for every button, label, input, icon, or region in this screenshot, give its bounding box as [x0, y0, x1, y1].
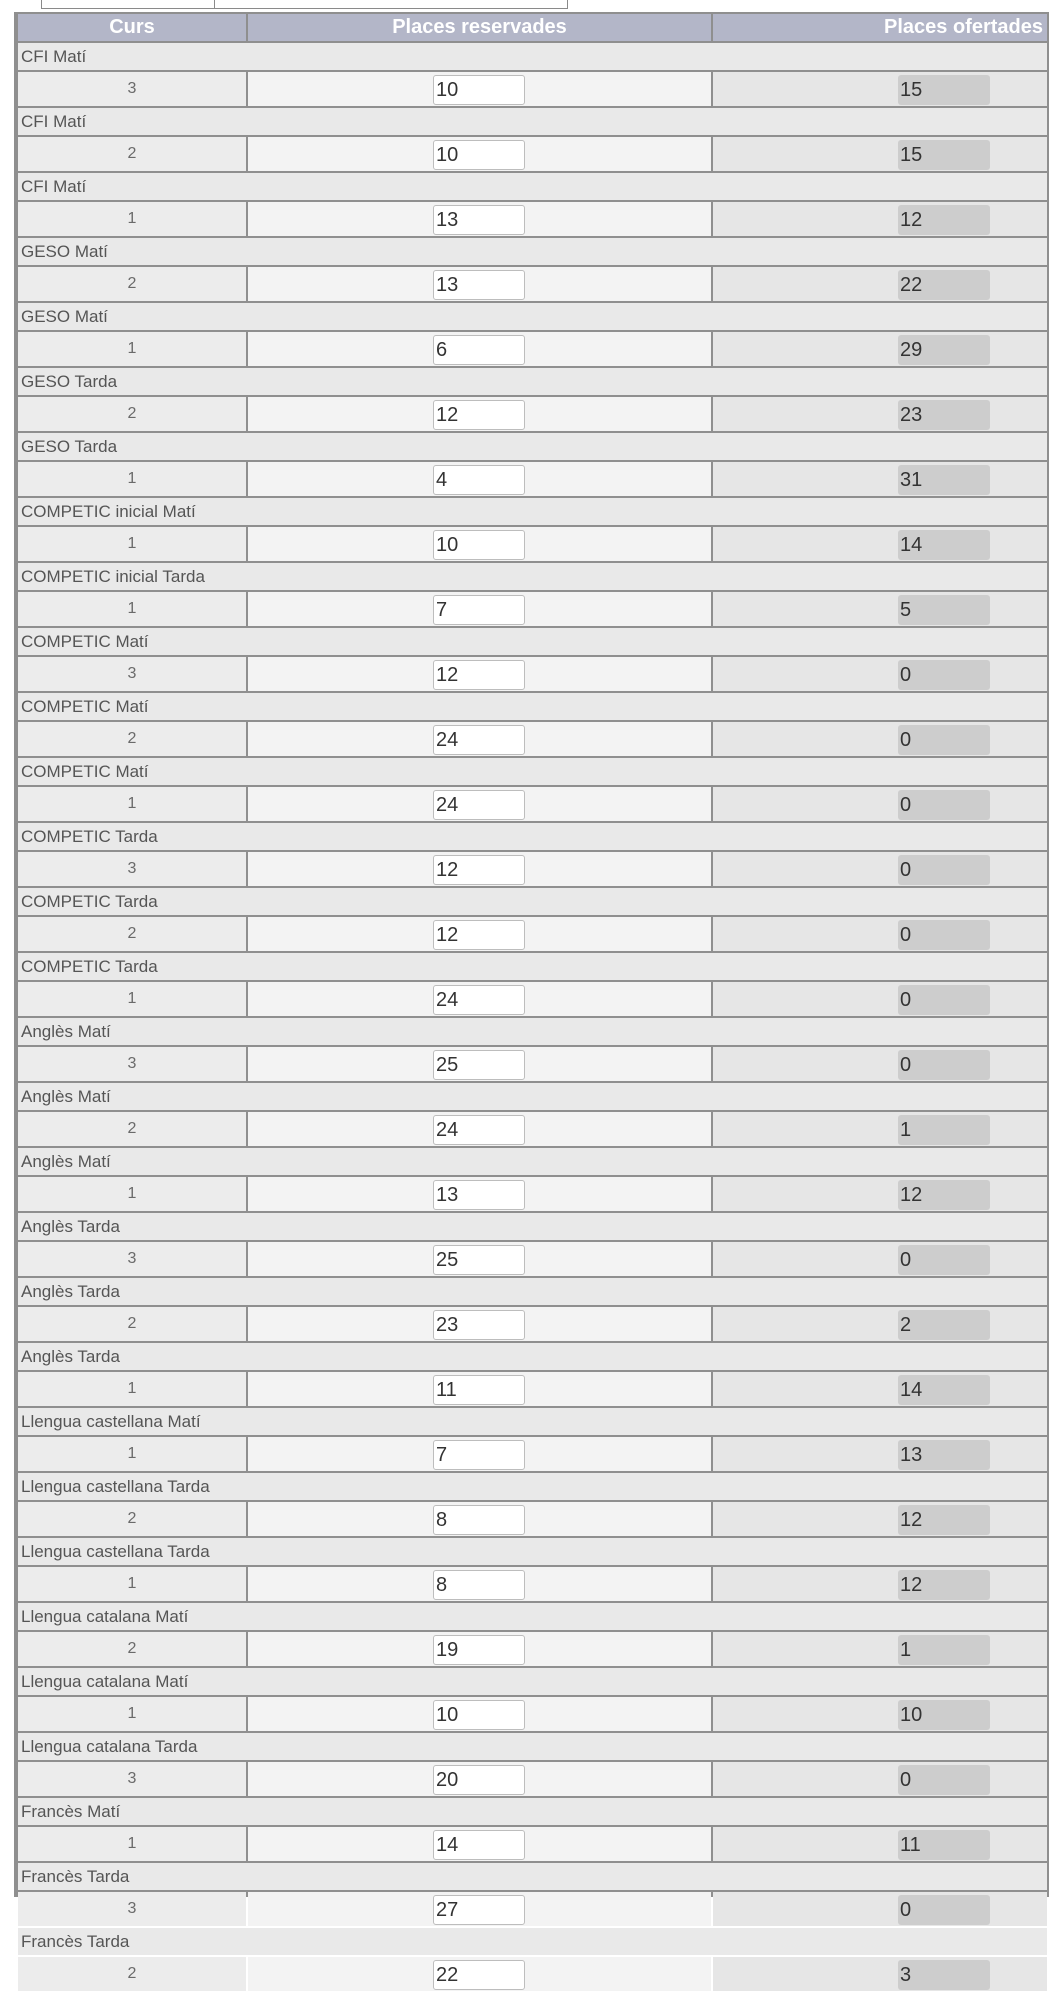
- places-reservades-input[interactable]: [433, 855, 525, 885]
- places-reservades-input[interactable]: [433, 530, 525, 560]
- table-row: [18, 1957, 1047, 1991]
- table-row: [18, 137, 1047, 171]
- places-table-container: [14, 12, 1049, 1982]
- places-reservades-cell: [248, 267, 711, 301]
- curs-value: 1: [18, 1177, 246, 1211]
- places-ofertades-cell: [713, 397, 1047, 431]
- places-ofertades-cell: [713, 657, 1047, 691]
- places-reservades-cell: [248, 1307, 711, 1341]
- course-name: Anglès Tarda: [18, 1213, 1047, 1240]
- header-curs: Curs: [18, 14, 246, 41]
- curs-value: 2: [18, 397, 246, 431]
- curs-value: 1: [18, 1567, 246, 1601]
- course-name-row: [18, 1928, 1047, 1955]
- places-reservades-cell: [248, 852, 711, 886]
- places-reservades-cell: [248, 787, 711, 821]
- table-row: [18, 202, 1047, 236]
- course-name: Llengua castellana Matí: [18, 1408, 1047, 1435]
- places-reservades-input[interactable]: [433, 465, 525, 495]
- course-name: COMPETIC Matí: [18, 628, 1047, 655]
- course-name-row: [18, 43, 1047, 70]
- table-row: [18, 722, 1047, 756]
- header-places-reservades: Places reservades: [248, 14, 711, 41]
- table-row: [18, 1892, 1047, 1926]
- places-ofertades-cell: [713, 982, 1047, 1016]
- header-places-ofertades: Places ofertades: [713, 14, 1047, 41]
- table-row: [18, 1372, 1047, 1406]
- course-name-row: [18, 303, 1047, 330]
- course-name: COMPETIC Tarda: [18, 823, 1047, 850]
- places-reservades-input[interactable]: [433, 270, 525, 300]
- course-name-row: [18, 173, 1047, 200]
- places-reservades-cell: [248, 1502, 711, 1536]
- places-ofertades-field: [898, 270, 990, 300]
- places-reservades-input[interactable]: [433, 1375, 525, 1405]
- course-name-row: [18, 1473, 1047, 1500]
- table-row: [18, 527, 1047, 561]
- places-reservades-input[interactable]: [433, 1635, 525, 1665]
- places-reservades-cell: [248, 592, 711, 626]
- course-name-row: [18, 1343, 1047, 1370]
- course-name-row: [18, 563, 1047, 590]
- curs-value: 2: [18, 722, 246, 756]
- places-reservades-cell: [248, 1112, 711, 1146]
- course-name: GESO Tarda: [18, 433, 1047, 460]
- course-name-row: [18, 823, 1047, 850]
- places-reservades-cell: [248, 1957, 711, 1991]
- table-row: [18, 397, 1047, 431]
- places-reservades-cell: [248, 332, 711, 366]
- places-reservades-cell: [248, 1372, 711, 1406]
- course-name-row: [18, 1733, 1047, 1760]
- table-row: [18, 1567, 1047, 1601]
- course-name: CFI Matí: [18, 108, 1047, 135]
- places-ofertades-field: [898, 595, 990, 625]
- places-ofertades-cell: [713, 72, 1047, 106]
- places-reservades-input[interactable]: [433, 1570, 525, 1600]
- course-name: COMPETIC Tarda: [18, 888, 1047, 915]
- course-name: Llengua castellana Tarda: [18, 1538, 1047, 1565]
- places-ofertades-field: [898, 1050, 990, 1080]
- places-ofertades-field: [898, 465, 990, 495]
- places-ofertades-cell: [713, 852, 1047, 886]
- places-ofertades-cell: [713, 722, 1047, 756]
- places-ofertades-cell: [713, 1892, 1047, 1926]
- table-body: [18, 43, 1047, 1991]
- course-name-row: [18, 1408, 1047, 1435]
- curs-value: 2: [18, 1957, 246, 1991]
- course-name-row: [18, 1668, 1047, 1695]
- course-name-row: [18, 1798, 1047, 1825]
- places-reservades-input[interactable]: [433, 1895, 525, 1925]
- course-name-row: [18, 1538, 1047, 1565]
- curs-value: 2: [18, 1632, 246, 1666]
- places-reservades-input[interactable]: [433, 1310, 525, 1340]
- places-reservades-input[interactable]: [433, 335, 525, 365]
- places-reservades-input[interactable]: [433, 1830, 525, 1860]
- places-reservades-cell: [248, 397, 711, 431]
- previous-table-edge: [41, 0, 568, 9]
- curs-value: 3: [18, 1762, 246, 1796]
- places-reservades-input[interactable]: [433, 1050, 525, 1080]
- table-row: [18, 852, 1047, 886]
- places-reservades-cell: [248, 137, 711, 171]
- curs-value: 2: [18, 1502, 246, 1536]
- header-row: [18, 14, 1047, 41]
- curs-value: 3: [18, 1892, 246, 1926]
- places-ofertades-cell: [713, 1242, 1047, 1276]
- places-ofertades-cell: [713, 462, 1047, 496]
- places-ofertades-cell: [713, 1112, 1047, 1146]
- places-reservades-cell: [248, 1567, 711, 1601]
- course-name: Anglès Matí: [18, 1148, 1047, 1175]
- places-ofertades-field: [898, 335, 990, 365]
- table-row: [18, 1632, 1047, 1666]
- places-reservades-cell: [248, 527, 711, 561]
- places-reservades-input[interactable]: [433, 1440, 525, 1470]
- places-ofertades-field: [898, 1960, 990, 1990]
- places-reservades-input[interactable]: [433, 1960, 525, 1990]
- places-ofertades-cell: [713, 1047, 1047, 1081]
- places-reservades-input[interactable]: [433, 595, 525, 625]
- course-name: COMPETIC inicial Matí: [18, 498, 1047, 525]
- curs-value: 1: [18, 1372, 246, 1406]
- places-reservades-cell: [248, 722, 711, 756]
- places-reservades-input[interactable]: [433, 1700, 525, 1730]
- places-reservades-cell: [248, 1697, 711, 1731]
- places-ofertades-field: [898, 400, 990, 430]
- course-name: Llengua catalana Matí: [18, 1603, 1047, 1630]
- course-name-row: [18, 1863, 1047, 1890]
- places-ofertades-field: [898, 1245, 990, 1275]
- curs-value: 3: [18, 657, 246, 691]
- places-reservades-input[interactable]: [433, 1765, 525, 1795]
- places-ofertades-cell: [713, 267, 1047, 301]
- table-row: [18, 1307, 1047, 1341]
- course-name-row: [18, 1603, 1047, 1630]
- table-row: [18, 1502, 1047, 1536]
- table-row: [18, 267, 1047, 301]
- curs-value: 3: [18, 1047, 246, 1081]
- places-ofertades-field: [898, 1570, 990, 1600]
- curs-value: 2: [18, 917, 246, 951]
- course-name: COMPETIC Matí: [18, 758, 1047, 785]
- places-ofertades-field: [898, 985, 990, 1015]
- places-ofertades-cell: [713, 1632, 1047, 1666]
- places-reservades-cell: [248, 72, 711, 106]
- places-ofertades-cell: [713, 787, 1047, 821]
- places-ofertades-field: [898, 725, 990, 755]
- places-ofertades-field: [898, 1765, 990, 1795]
- course-name-row: [18, 108, 1047, 135]
- places-ofertades-cell: [713, 592, 1047, 626]
- course-name: GESO Matí: [18, 238, 1047, 265]
- places-reservades-input[interactable]: [433, 205, 525, 235]
- course-name-row: [18, 1083, 1047, 1110]
- places-ofertades-field: [898, 1700, 990, 1730]
- places-reservades-input[interactable]: [433, 1245, 525, 1275]
- course-name: Francès Tarda: [18, 1863, 1047, 1890]
- places-ofertades-cell: [713, 1567, 1047, 1601]
- places-reservades-input[interactable]: [433, 790, 525, 820]
- places-ofertades-field: [898, 1505, 990, 1535]
- places-ofertades-cell: [713, 1307, 1047, 1341]
- curs-value: 2: [18, 1307, 246, 1341]
- places-table: [16, 12, 1049, 1993]
- course-name-row: [18, 888, 1047, 915]
- places-ofertades-cell: [713, 1762, 1047, 1796]
- course-name-row: [18, 758, 1047, 785]
- places-reservades-cell: [248, 1892, 711, 1926]
- places-reservades-cell: [248, 462, 711, 496]
- places-ofertades-field: [898, 855, 990, 885]
- places-ofertades-cell: [713, 202, 1047, 236]
- places-ofertades-field: [898, 920, 990, 950]
- places-ofertades-field: [898, 1375, 990, 1405]
- table-row: [18, 1047, 1047, 1081]
- places-ofertades-cell: [713, 1957, 1047, 1991]
- curs-value: 1: [18, 202, 246, 236]
- places-ofertades-cell: [713, 1177, 1047, 1211]
- curs-value: 1: [18, 1437, 246, 1471]
- places-reservades-cell: [248, 202, 711, 236]
- places-ofertades-field: [898, 530, 990, 560]
- course-name: Anglès Matí: [18, 1083, 1047, 1110]
- curs-value: 3: [18, 1242, 246, 1276]
- places-ofertades-field: [898, 1635, 990, 1665]
- places-reservades-cell: [248, 1632, 711, 1666]
- table-row: [18, 1242, 1047, 1276]
- places-reservades-input[interactable]: [433, 660, 525, 690]
- curs-value: 2: [18, 137, 246, 171]
- table-row: [18, 787, 1047, 821]
- curs-value: 1: [18, 462, 246, 496]
- places-ofertades-field: [898, 660, 990, 690]
- curs-value: 1: [18, 332, 246, 366]
- table-row: [18, 1697, 1047, 1731]
- course-name-row: [18, 1278, 1047, 1305]
- curs-value: 2: [18, 267, 246, 301]
- places-ofertades-cell: [713, 1372, 1047, 1406]
- places-reservades-cell: [248, 657, 711, 691]
- course-name: Llengua catalana Tarda: [18, 1733, 1047, 1760]
- places-ofertades-cell: [713, 1697, 1047, 1731]
- curs-value: 1: [18, 1827, 246, 1861]
- course-name: Llengua catalana Matí: [18, 1668, 1047, 1695]
- table-row: [18, 1177, 1047, 1211]
- curs-value: 3: [18, 852, 246, 886]
- course-name: COMPETIC inicial Tarda: [18, 563, 1047, 590]
- places-reservades-cell: [248, 1827, 711, 1861]
- places-ofertades-field: [898, 1440, 990, 1470]
- places-reservades-cell: [248, 1437, 711, 1471]
- table-row: [18, 1112, 1047, 1146]
- course-name-row: [18, 433, 1047, 460]
- table-row: [18, 917, 1047, 951]
- places-reservades-input[interactable]: [433, 75, 525, 105]
- table-row: [18, 72, 1047, 106]
- course-name: COMPETIC Tarda: [18, 953, 1047, 980]
- curs-value: 1: [18, 982, 246, 1016]
- course-name-row: [18, 1213, 1047, 1240]
- places-ofertades-cell: [713, 1827, 1047, 1861]
- places-ofertades-field: [898, 1180, 990, 1210]
- table-row: [18, 332, 1047, 366]
- course-name-row: [18, 693, 1047, 720]
- table-row: [18, 982, 1047, 1016]
- table-row: [18, 1437, 1047, 1471]
- places-ofertades-field: [898, 1895, 990, 1925]
- curs-value: 2: [18, 1112, 246, 1146]
- places-ofertades-cell: [713, 1437, 1047, 1471]
- course-name-row: [18, 1018, 1047, 1045]
- places-reservades-cell: [248, 1762, 711, 1796]
- course-name-row: [18, 238, 1047, 265]
- places-ofertades-field: [898, 140, 990, 170]
- course-name: Llengua castellana Tarda: [18, 1473, 1047, 1500]
- places-ofertades-field: [898, 1830, 990, 1860]
- course-name: COMPETIC Matí: [18, 693, 1047, 720]
- places-ofertades-cell: [713, 1502, 1047, 1536]
- places-ofertades-cell: [713, 527, 1047, 561]
- places-ofertades-cell: [713, 137, 1047, 171]
- places-ofertades-cell: [713, 332, 1047, 366]
- course-name-row: [18, 1148, 1047, 1175]
- places-reservades-cell: [248, 982, 711, 1016]
- course-name: GESO Tarda: [18, 368, 1047, 395]
- curs-value: 1: [18, 787, 246, 821]
- course-name: Francès Matí: [18, 1798, 1047, 1825]
- places-ofertades-field: [898, 1310, 990, 1340]
- table-row: [18, 462, 1047, 496]
- course-name-row: [18, 628, 1047, 655]
- curs-value: 3: [18, 72, 246, 106]
- table-row: [18, 1762, 1047, 1796]
- places-reservades-input[interactable]: [433, 1505, 525, 1535]
- places-reservades-input[interactable]: [433, 725, 525, 755]
- places-reservades-input[interactable]: [433, 400, 525, 430]
- places-reservades-input[interactable]: [433, 1115, 525, 1145]
- course-name: CFI Matí: [18, 173, 1047, 200]
- places-ofertades-field: [898, 205, 990, 235]
- course-name-row: [18, 498, 1047, 525]
- course-name: Anglès Tarda: [18, 1278, 1047, 1305]
- places-ofertades-field: [898, 75, 990, 105]
- places-reservades-cell: [248, 1177, 711, 1211]
- table-row: [18, 657, 1047, 691]
- places-reservades-input[interactable]: [433, 1180, 525, 1210]
- places-ofertades-field: [898, 1115, 990, 1145]
- course-name: GESO Matí: [18, 303, 1047, 330]
- curs-value: 1: [18, 1697, 246, 1731]
- places-reservades-input[interactable]: [433, 985, 525, 1015]
- curs-value: 1: [18, 527, 246, 561]
- places-ofertades-field: [898, 790, 990, 820]
- places-reservades-cell: [248, 1242, 711, 1276]
- course-name-row: [18, 953, 1047, 980]
- places-ofertades-cell: [713, 917, 1047, 951]
- course-name: Anglès Tarda: [18, 1343, 1047, 1370]
- course-name-row: [18, 368, 1047, 395]
- places-reservades-cell: [248, 1047, 711, 1081]
- course-name: Anglès Matí: [18, 1018, 1047, 1045]
- course-name: CFI Matí: [18, 43, 1047, 70]
- table-row: [18, 592, 1047, 626]
- places-reservades-cell: [248, 917, 711, 951]
- places-reservades-input[interactable]: [433, 920, 525, 950]
- course-name: Francès Tarda: [18, 1928, 1047, 1955]
- previous-table-divider: [214, 0, 215, 8]
- places-reservades-input[interactable]: [433, 140, 525, 170]
- table-row: [18, 1827, 1047, 1861]
- curs-value: 1: [18, 592, 246, 626]
